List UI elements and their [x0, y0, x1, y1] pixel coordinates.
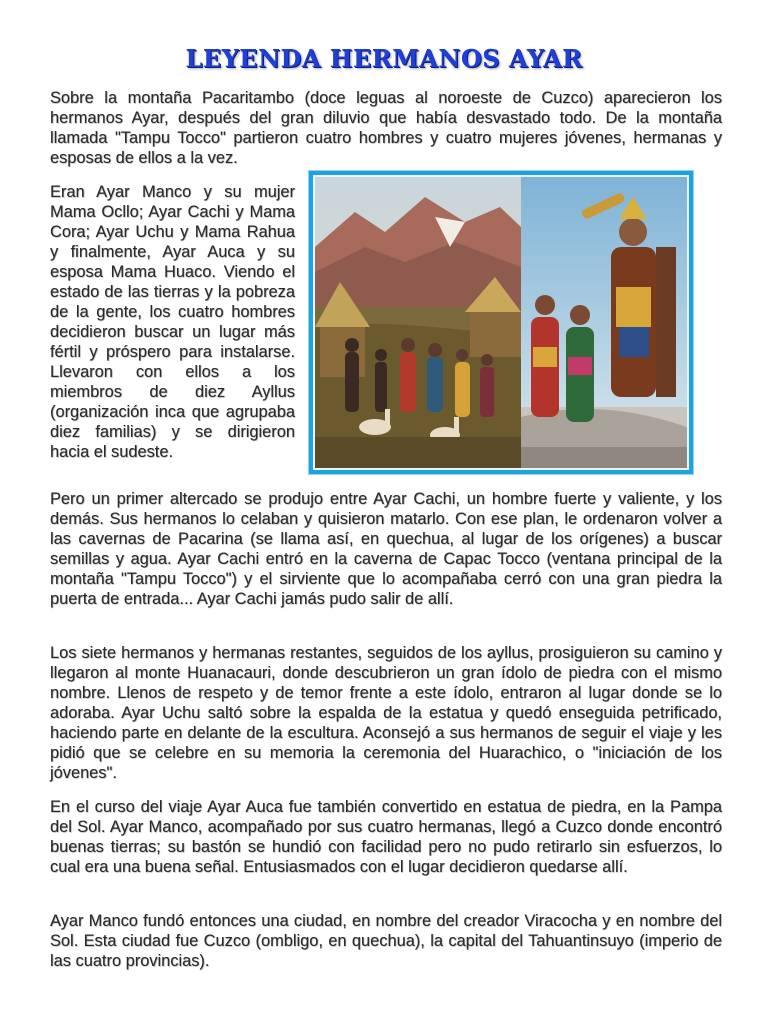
painting-inca-figures	[521, 177, 687, 468]
illustration	[313, 175, 689, 470]
paragraph-cuzco-arrival: En el curso del viaje Ayar Auca fue también convertido en estatua de piedra, en la Pampa del Sol. Ayar Manco, acompañado por sus cuatro hermanas, llegó a Cuzco donde encontró buenas tierras; su bastón se hundió con facilidad pero no pudo retirarlo sin esfuerzos, lo cual era una buena señal. Entusiasmados con el lugar decidieron quedarse allí.	[50, 798, 722, 876]
paragraph-intro: Sobre la montaña Pacaritambo (doce leguas al noroeste de Cuzco) aparecieron los hermanos Ayar, después del gran diluvio que había desvastado todo. De la montaña llamada "Tampu Tocco" partieron cuatro hombres y cuatro mujeres jóvenes, hermanas y esposas de ellos a la vez.	[50, 89, 722, 167]
illustration-frame	[308, 170, 694, 475]
paragraph-siblings: Eran Ayar Manco y su mujer Mama Ocllo; Ayar Cachi y Mama Cora; Ayar Uchu y Mama Rahua y finalmente, Ayar Auca y su esposa Mama Huaco. Viendo el estado de las tierras y la pobreza de la gente, los cuatro hombres decidieron buscar un lugar más fértil y próspero para instalarse. Llevaron con ellos a los miembros de diez Ayllus (organización inca que agrupaba diez familias) y se dirigieron hacia el sudeste.	[50, 183, 295, 461]
painting-procession	[315, 177, 521, 468]
paragraph-founding: Ayar Manco fundó entonces una ciudad, en nombre del creador Viracocha y en nombre del Sol. Esta ciudad fue Cuzco (ombligo, en quechua), la capital del Tahuantinsuyo (imperio de las cuatro provincias).	[50, 912, 722, 970]
paragraph-huanacauri: Los siete hermanos y hermanas restantes, seguidos de los ayllus, prosiguieron su camino y llegaron al monte Huanacauri, donde descubrieron un gran ídolo de piedra con el mismo nombre. Llenos de respeto y de temor frente a este ídolo, entraron al lugar donde se lo adoraba. Ayar Uchu saltó sobre la espalda de la estatua y quedó enseguida petrificado, haciendo parte en delante de la escultura. Aconsejó a sus hermanos de seguir el viaje y les pidió que se celebre en su memoria la ceremonia del Huarachico, o "iniciación de los jóvenes".	[50, 644, 722, 782]
page-title: LEYENDA HERMANOS AYAR	[185, 44, 583, 73]
paragraph-ayar-cachi: Pero un primer altercado se produjo entre Ayar Cachi, un hombre fuerte y valiente, y los demás. Sus hermanos lo celaban y quisieron matarlo. Con ese plan, le ordenaron volver a las cavernas de Pacarina (se llama así, en quechua, al lugar de los orígenes) a buscar semillas y agua. Ayar Cachi entró en la caverna de Capac Tocco (ventana principal de la montaña "Tampu Tocco") y el sirviente que lo acompañaba cerró con una gran piedra la puerta de entrada... Ayar Cachi jamás pudo salir de allí.	[50, 490, 722, 608]
